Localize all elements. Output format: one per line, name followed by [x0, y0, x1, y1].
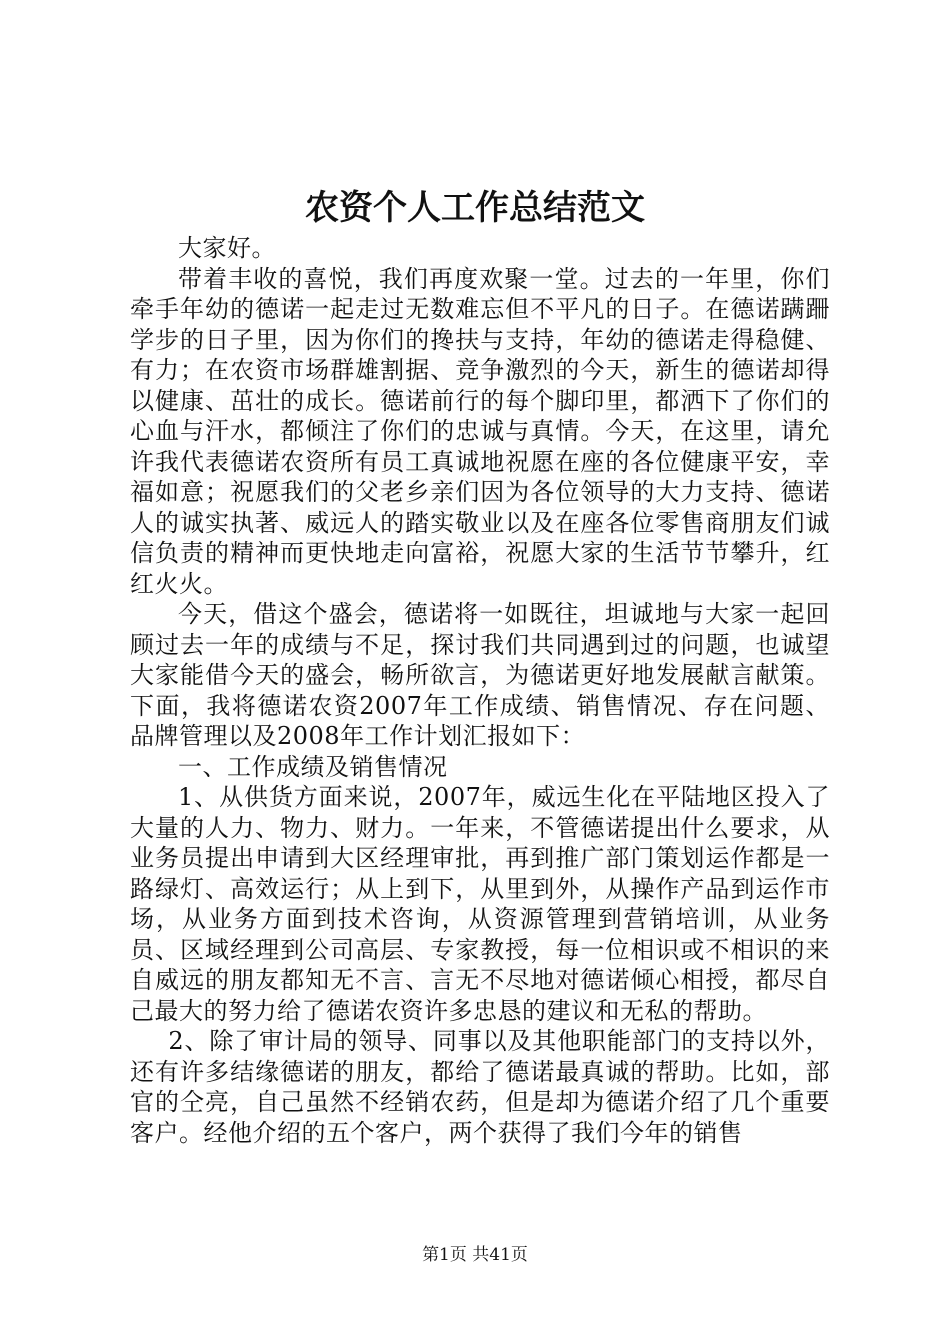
paragraph-supply: 1、从供货方面来说，2007年，威远生化在平陆地区投入了大量的人力、物力、财力。一年来，不管德诺提出什么要求，从业务员提出申请到大区经理审批，再到推广部门策划运作都是一路绿灯、高效运行；从上到下，从里到外，从操作产品到运作市场，从业务方面到技术咨询，从资源管理到营销培训，从业务员、区域经理到公司高层、专家教授，每一位相识或不相识的来自威远的朋友都知无不言、言无不尽地对德诺倾心相授，都尽自己最大的努力给了德诺农资许多忠恳的建议和无私的帮助。 — [130, 783, 830, 1025]
document-body — [130, 233, 830, 1148]
page-footer: 第1页 共41页 — [422, 1245, 528, 1265]
document-title: 农资个人工作总结范文 — [305, 188, 645, 228]
paragraph-support: 2、除了审计局的领导、同事以及其他职能部门的支持以外，还有许多结缘德诺的朋友，都给了德诺最真诚的帮助。比如，部官的仝亮，自己虽然不经销农药，但是却为德诺介绍了几个重要客户。经他介绍的五个客户，两个获得了我们今年的销售 — [130, 1027, 830, 1147]
section-heading-achievements: 一、工作成绩及销售情况 — [178, 752, 448, 781]
paragraph-opening: 带着丰收的喜悦，我们再度欢聚一堂。过去的一年里，你们牵手年幼的德诺一起走过无数难忘但不平凡的日子。在德诺蹒跚学步的日子里，因为你们的搀扶与支持，年幼的德诺走得稳健、有力；在农资市场群雄割据、竞争激烈的今天，新生的德诺却得以健康、茁壮的成长。德诺前行的每个脚印里，都洒下了你们的心血与汗水，都倾注了你们的忠诚与真情。今天，在这里，请允许我代表德诺农资所有员工真诚地祝愿在座的各位健康平安，幸福如意；祝愿我们的父老乡亲们因为各位领导的大力支持、德诺人的诚实执著、威远人的踏实敬业以及在座各位零售商朋友们诚信负责的精神而更快地走向富裕，祝愿大家的生活节节攀升，红红火火。 — [130, 264, 830, 598]
paragraph-greeting: 大家好。 — [178, 234, 276, 262]
paragraph-review-intro: 今天，借这个盛会，德诺将一如既往，坦诚地与大家一起回顾过去一年的成绩与不足，探讨我们共同遇到过的问题，也诚望大家能借今天的盛会，畅所欲言，为德诺更好地发展献言献策。下面，我将德诺农资2007年工作成绩、销售情况、存在问题、品牌管理以及2008年工作计划汇报如下： — [130, 600, 830, 750]
